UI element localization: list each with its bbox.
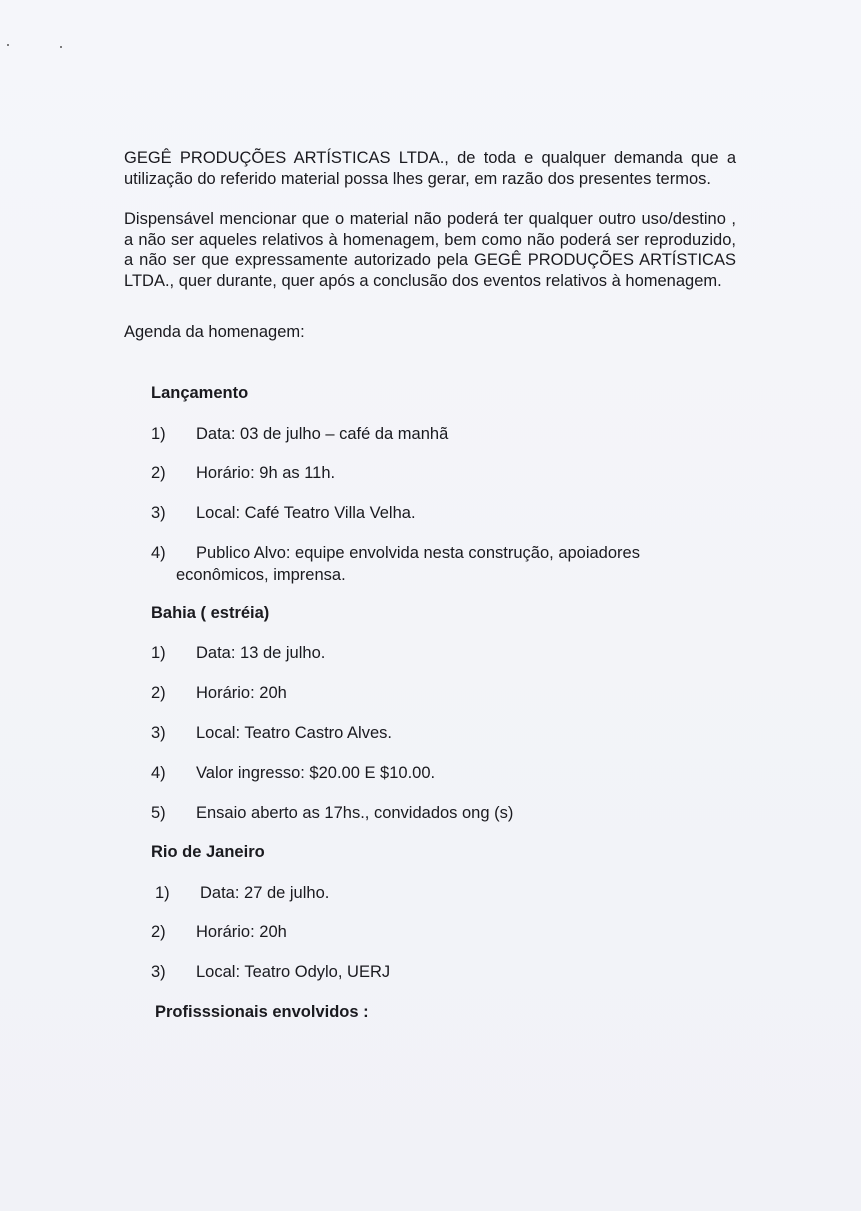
list-item-continuation: econômicos, imprensa.	[176, 566, 346, 584]
list-item-text: Publico Alvo: equipe envolvida nesta construção, apoiadores	[196, 544, 640, 562]
list-item-number: 3)	[151, 724, 166, 742]
section-heading-rio: Rio de Janeiro	[151, 843, 265, 861]
paragraph-release-clause: GEGÊ PRODUÇÕES ARTÍSTICAS LTDA., de toda e qualquer demanda que a utilização do referido material possa lhes gerar, em razão dos presentes termos.	[124, 149, 736, 188]
list-item-text: Valor ingresso: $20.00 E $10.00.	[196, 764, 436, 782]
list-item-text: Local: Teatro Castro Alves.	[196, 724, 392, 742]
list-item-number: 3)	[151, 963, 166, 981]
list-item-number: 4)	[151, 544, 166, 562]
footer-heading-profissionais: Profisssionais envolvidos :	[155, 1003, 369, 1021]
agenda-title: Agenda da homenagem:	[124, 323, 305, 341]
paragraph-usage-restriction: Dispensável mencionar que o material não poderá ter qualquer outro uso/destino , a não ser aqueles relativos à homenagem, bem como não poderá ser reproduzido, a não ser que expressamente autorizado pela GEGÊ PRODUÇÕES ARTÍSTICAS LTDA., quer durante, quer após a conclusão dos eventos relativos à homenagem.	[124, 210, 736, 290]
list-item-number: 1)	[155, 884, 170, 902]
list-item-number: 3)	[151, 504, 166, 522]
list-item-number: 5)	[151, 804, 166, 822]
list-item-text: Horário: 20h	[196, 923, 287, 941]
list-item-text: Horário: 9h as 11h.	[196, 464, 336, 482]
list-item-number: 2)	[151, 923, 166, 941]
list-item-number: 1)	[151, 425, 166, 443]
list-item-text: Local: Teatro Odylo, UERJ	[196, 963, 391, 981]
list-item-text: Horário: 20h	[196, 684, 287, 702]
list-item-number: 1)	[151, 644, 166, 662]
list-item-number: 4)	[151, 764, 166, 782]
section-heading-bahia: Bahia ( estréia)	[151, 604, 270, 622]
list-item-number: 2)	[151, 464, 166, 482]
list-item-text: Local: Café Teatro Villa Velha.	[196, 504, 416, 522]
list-item-text: Data: 27 de julho.	[200, 884, 330, 902]
list-item-text: Data: 03 de julho – café da manhã	[196, 425, 449, 443]
list-item-number: 2)	[151, 684, 166, 702]
list-item-text: Ensaio aberto as 17hs., convidados ong (s)	[196, 804, 514, 822]
section-heading-lancamento: Lançamento	[151, 384, 249, 402]
list-item-text: Data: 13 de julho.	[196, 644, 326, 662]
